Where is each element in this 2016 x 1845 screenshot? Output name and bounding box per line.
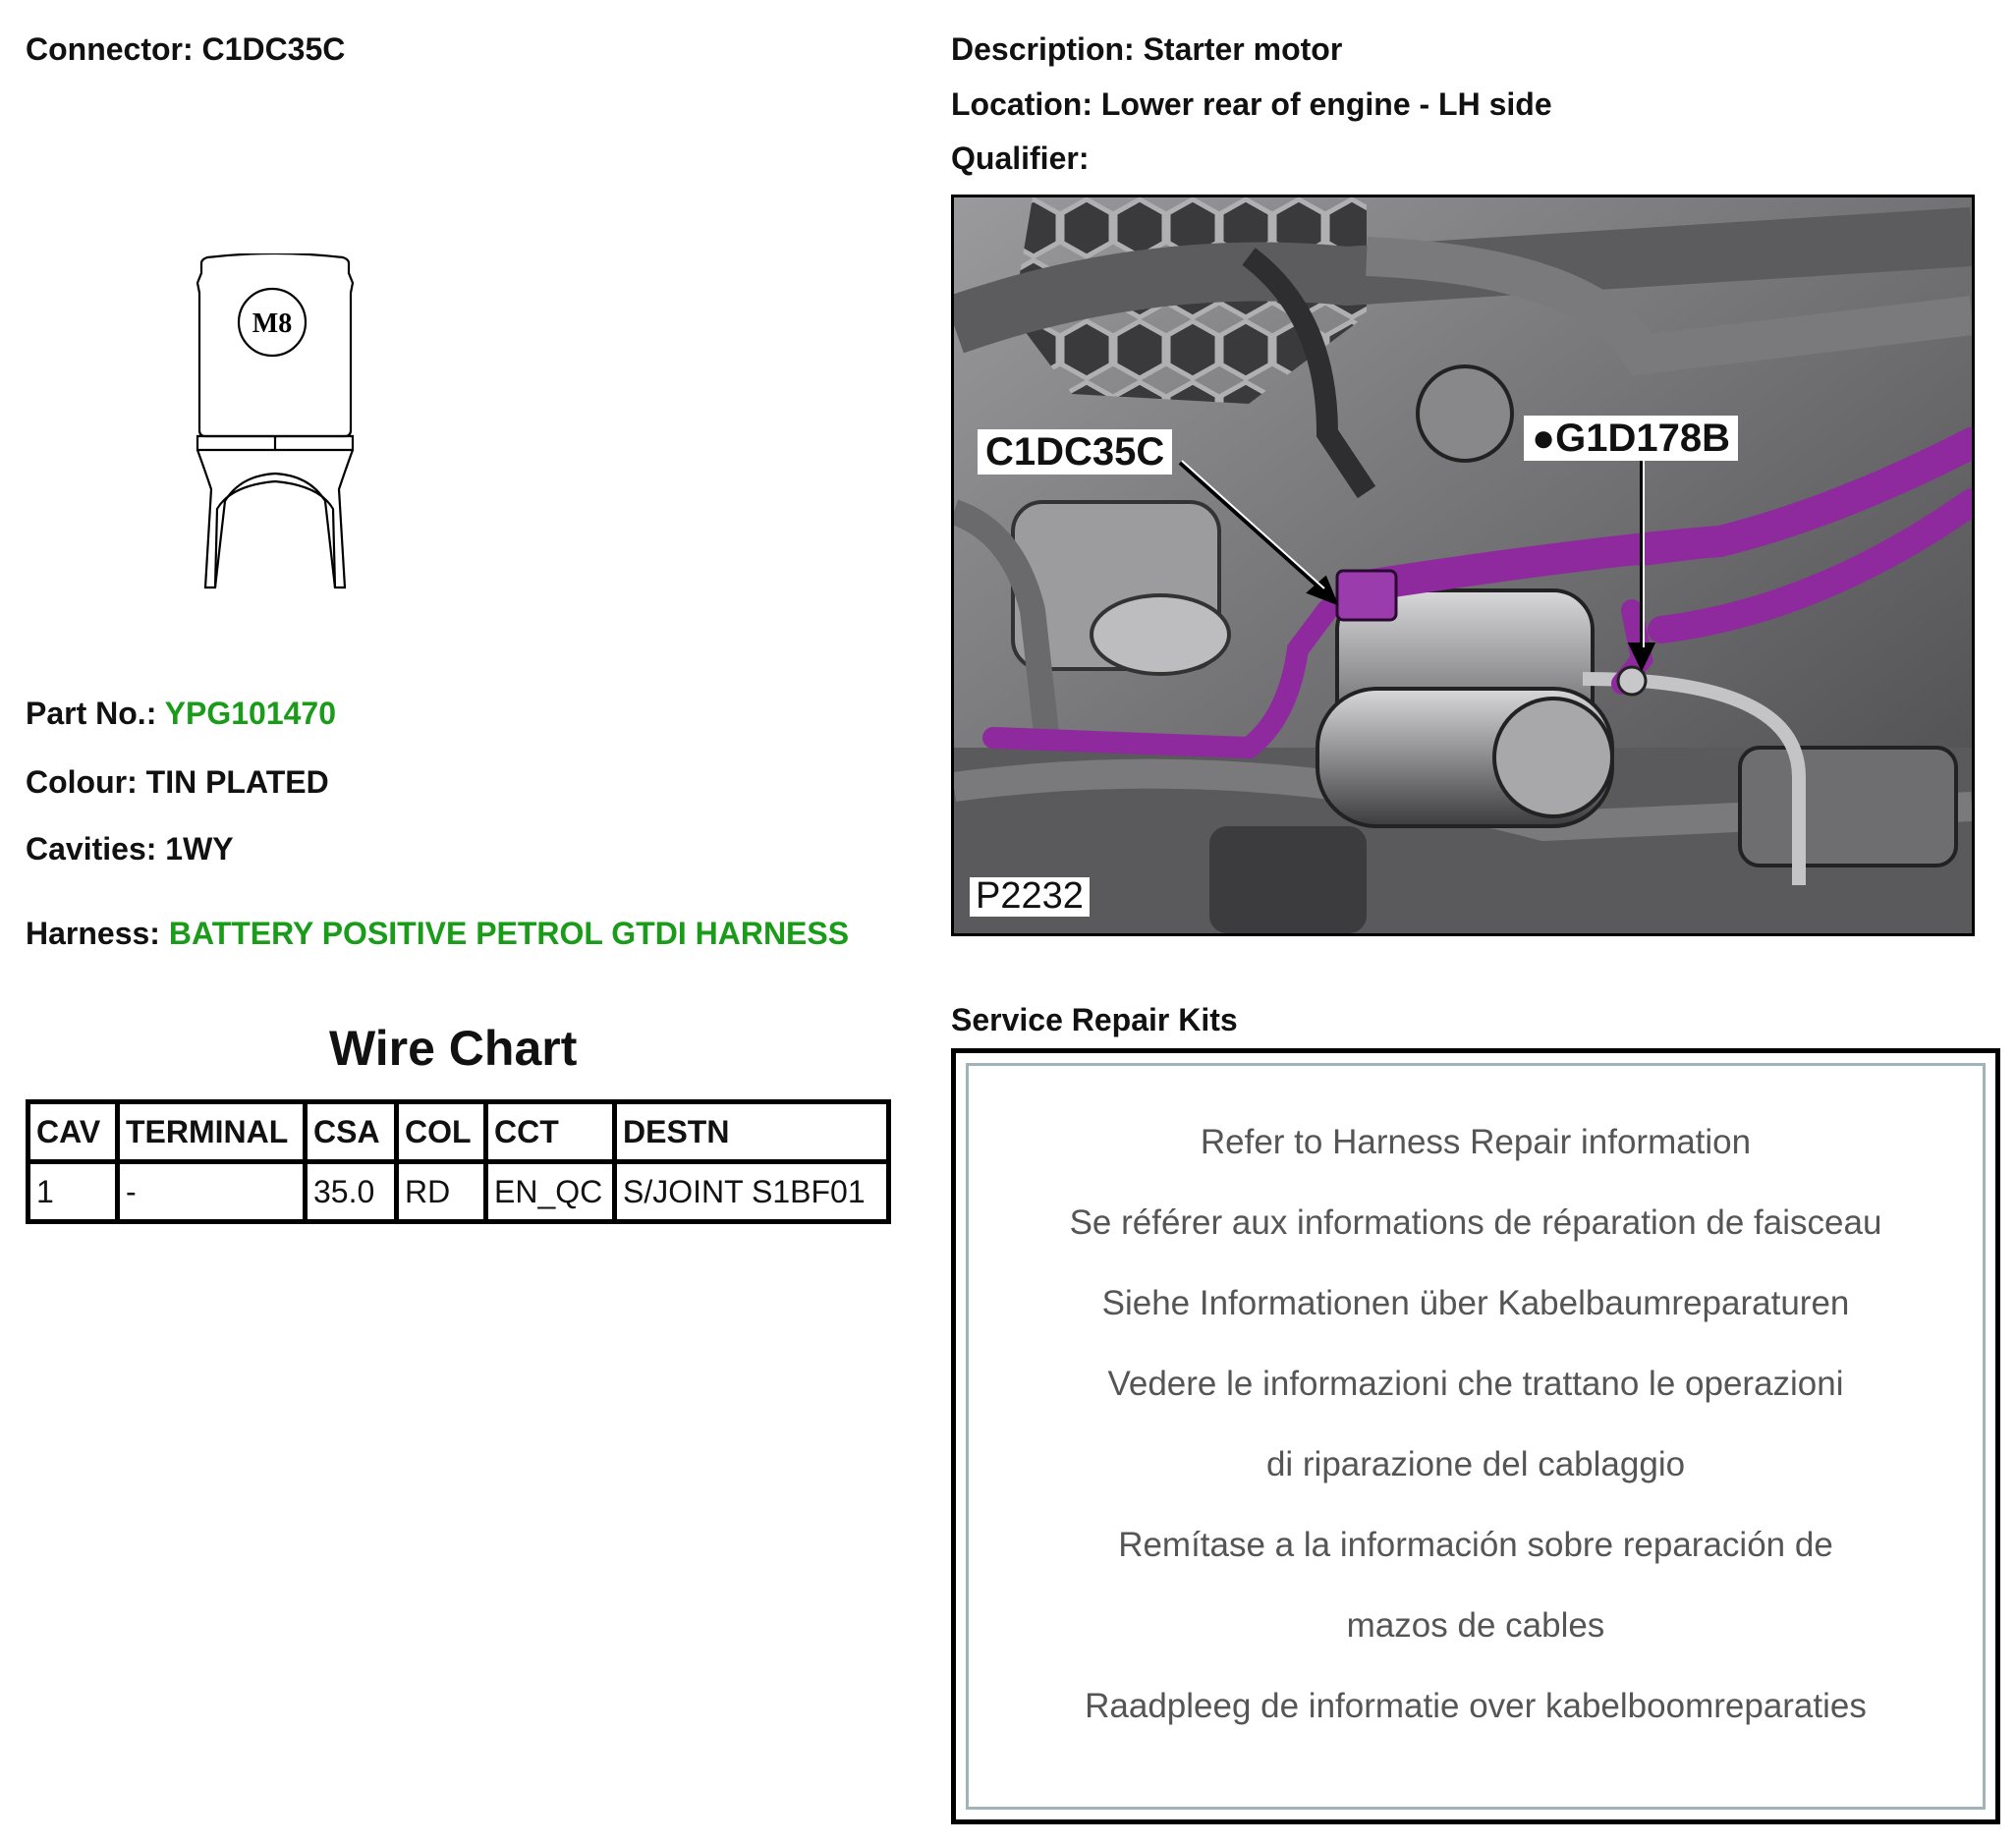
cell-cav: 1	[28, 1162, 118, 1222]
col-cct: CCT	[486, 1102, 615, 1162]
kit-line: Refer to Harness Repair information	[1200, 1123, 1752, 1161]
wire-chart-title: Wire Chart	[329, 1021, 578, 1076]
cavities-label: Cavities:	[26, 831, 157, 867]
kit-line: Siehe Informationen über Kabelbaumreparaturen	[1101, 1284, 1850, 1322]
col-cav: CAV	[28, 1102, 118, 1162]
kit-line: Vedere le informazioni che trattano le operazioni	[1107, 1365, 1844, 1403]
part-no-label: Part No.:	[26, 696, 157, 731]
description-label: Description:	[951, 31, 1135, 67]
connector-face-diagram	[182, 253, 368, 617]
wire-chart-header-row	[28, 1102, 889, 1162]
harness-link[interactable]: BATTERY POSITIVE PETROL GTDI HARNESS	[168, 916, 850, 951]
location-photo	[951, 195, 1975, 936]
colour-label: Colour:	[26, 764, 138, 800]
harness-field	[26, 916, 849, 952]
col-terminal: TERMINAL	[118, 1102, 306, 1162]
colour-value: TIN PLATED	[145, 764, 329, 800]
cell-terminal: -	[118, 1162, 306, 1222]
table-row	[28, 1162, 889, 1222]
kit-line: mazos de cables	[1346, 1606, 1605, 1645]
kit-line: Raadpleeg de informatie over kabelboomreparaties	[1085, 1687, 1867, 1725]
cell-col: RD	[397, 1162, 486, 1222]
wire-chart-table	[26, 1099, 891, 1224]
cell-csa: 35.0	[306, 1162, 397, 1222]
service-repair-kits-box	[951, 1048, 2000, 1824]
service-repair-kits-panel	[966, 1063, 1986, 1810]
stud-marking: M8	[252, 308, 293, 339]
kit-line: Se référer aux informations de réparation de faisceau	[1069, 1203, 1882, 1242]
cell-destn: S/JOINT S1BF01	[615, 1162, 889, 1222]
cell-cct: EN_QC	[486, 1162, 615, 1222]
service-repair-kits-title: Service Repair Kits	[951, 1002, 1238, 1037]
colour-field	[26, 764, 329, 801]
kit-line: Remítase a la información sobre reparación de	[1118, 1526, 1833, 1564]
location-label: Location:	[951, 86, 1092, 122]
description-field	[951, 31, 1342, 68]
qualifier-field	[951, 140, 1089, 177]
part-no-field	[26, 696, 336, 732]
location-value: Lower rear of engine - LH side	[1100, 86, 1552, 122]
figure-id: P2232	[970, 877, 1090, 917]
connector-value: C1DC35C	[201, 31, 346, 67]
col-destn: DESTN	[615, 1102, 889, 1162]
qualifier-label: Qualifier:	[951, 140, 1090, 176]
description-value: Starter motor	[1143, 31, 1343, 67]
location-field	[951, 86, 1552, 123]
harness-label: Harness:	[26, 916, 160, 951]
cavities-field	[26, 831, 234, 867]
col-csa: CSA	[306, 1102, 397, 1162]
kit-line: di riparazione del cablaggio	[1265, 1445, 1686, 1483]
connector-label: Connector:	[26, 31, 194, 67]
col-col: COL	[397, 1102, 486, 1162]
engine-illustration	[954, 197, 1972, 933]
part-no-link[interactable]: YPG101470	[164, 696, 337, 731]
cavities-value: 1WY	[165, 831, 234, 867]
connector-field	[26, 31, 345, 68]
connector-callout: C1DC35C	[978, 429, 1172, 475]
ground-callout: ●G1D178B	[1524, 416, 1738, 461]
